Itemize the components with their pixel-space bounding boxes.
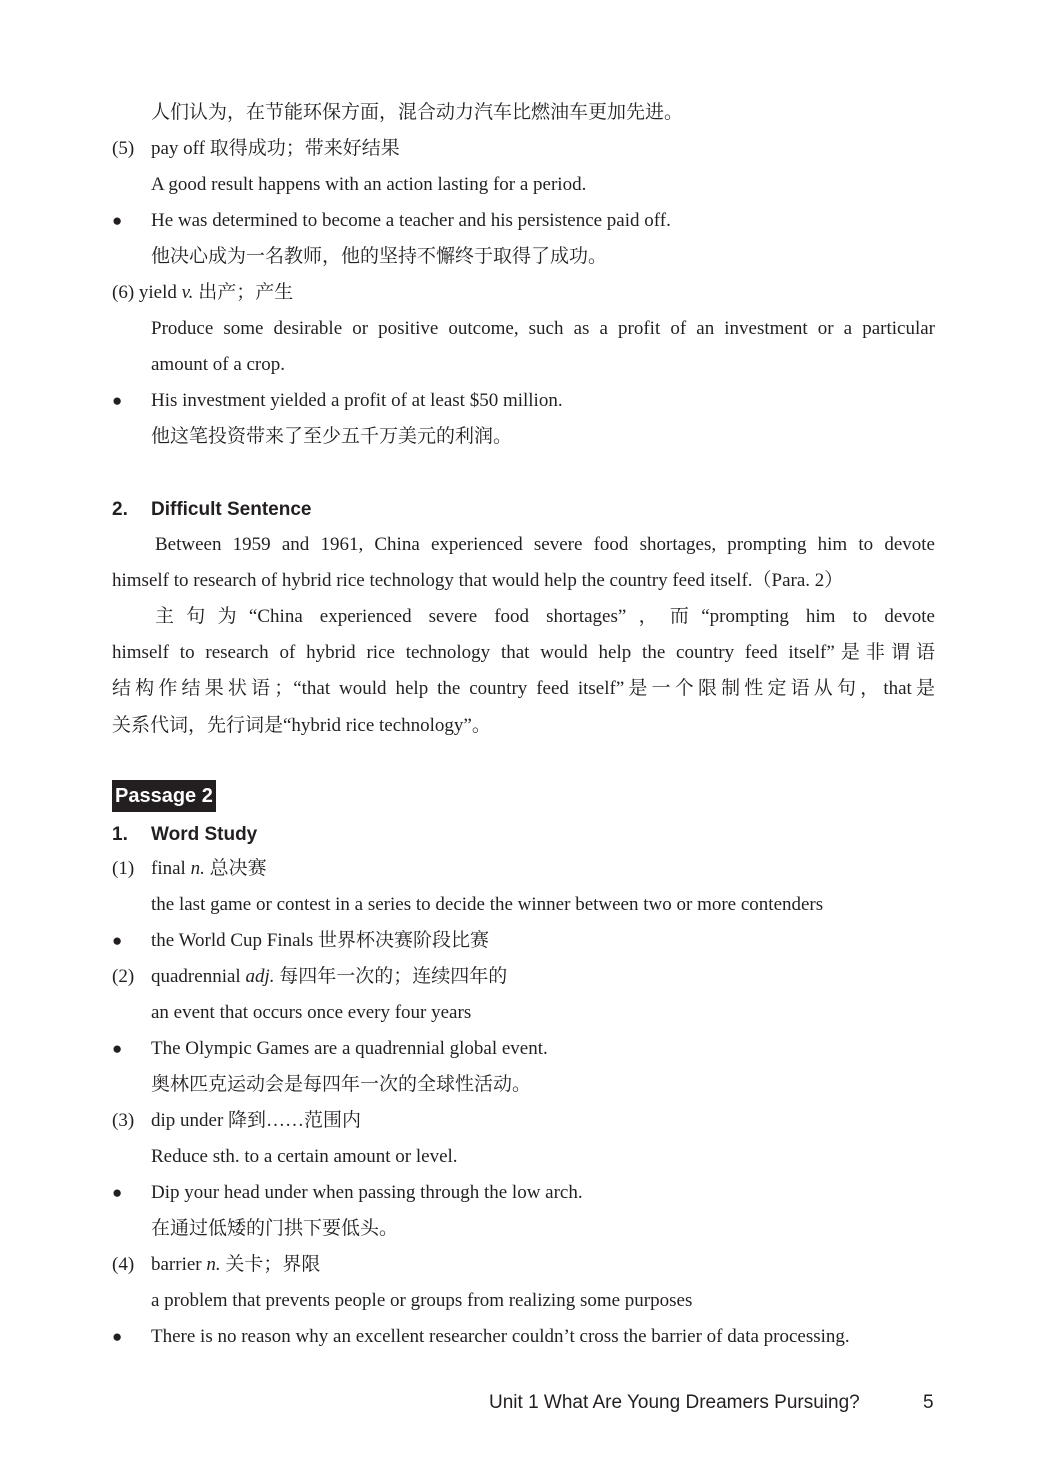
page-number: 5 bbox=[923, 1392, 934, 1413]
entry-number: (4) bbox=[112, 1254, 135, 1275]
entry-meaning: 总决赛 bbox=[204, 858, 267, 879]
entry-headword bbox=[112, 280, 293, 306]
analysis-text: 结构作结果状语；“that would help the country feed itself”是一个限制性定语从句，that是 bbox=[112, 678, 935, 699]
entry-meaning: 关卡；界限 bbox=[220, 1254, 321, 1275]
bullet-icon: ● bbox=[112, 391, 123, 410]
entry-definition: Reduce sth. to a certain amount or level. bbox=[151, 1146, 458, 1167]
entry-definition: an event that occurs once every four years bbox=[151, 1002, 472, 1023]
entry-number-word: (6) yield bbox=[112, 282, 182, 303]
section-heading: Word Study bbox=[151, 824, 258, 845]
entry-number: (5) bbox=[112, 138, 135, 159]
entry-number: (1) bbox=[112, 858, 135, 879]
entry-headword bbox=[151, 1252, 320, 1278]
example-translation: 他决心成为一名教师，他的坚持不懈终于取得了成功。 bbox=[151, 246, 608, 267]
entry-meaning: 每四年一次的；连续四年的 bbox=[274, 966, 508, 987]
example-sentence: He was determined to become a teacher and his persistence paid off. bbox=[151, 210, 671, 231]
example-sentence: His investment yielded a profit of at least $50 million. bbox=[151, 390, 563, 411]
headword: quadrennial bbox=[151, 966, 246, 987]
entry-meaning: 出产；产生 bbox=[193, 282, 294, 303]
example-translation: 奥林匹克运动会是每四年一次的全球性活动。 bbox=[151, 1074, 532, 1095]
passage-tag: Passage 2 bbox=[112, 780, 216, 812]
entry-headword: dip under 降到……范围内 bbox=[151, 1110, 362, 1131]
bullet-icon: ● bbox=[112, 1183, 123, 1202]
example-sentence: the World Cup Finals 世界杯决赛阶段比赛 bbox=[151, 930, 490, 951]
entry-number: (3) bbox=[112, 1110, 135, 1131]
entry-definition: a problem that prevents people or groups from realizing some purposes bbox=[151, 1290, 693, 1311]
entry-definition: A good result happens with an action lasting for a period. bbox=[151, 174, 587, 195]
difficult-sentence: Between 1959 and 1961, China experienced severe food shortages, prompting him to devote bbox=[155, 534, 935, 555]
entry-definition: the last game or contest in a series to decide the winner between two or more contenders bbox=[151, 894, 824, 915]
bullet-icon: ● bbox=[112, 1039, 123, 1058]
running-footer-title: Unit 1 What Are Young Dreamers Pursuing? bbox=[489, 1392, 860, 1413]
analysis-text: 关系代词，先行词是“hybrid rice technology”。 bbox=[112, 715, 491, 736]
section-heading: Difficult Sentence bbox=[151, 499, 312, 520]
entry-headword bbox=[151, 964, 507, 990]
section-number: 2. bbox=[112, 499, 128, 520]
entry-number: (2) bbox=[112, 966, 135, 987]
part-of-speech: v. bbox=[181, 282, 194, 303]
headword: final bbox=[151, 858, 191, 879]
entry-headword: pay off 取得成功；带来好结果 bbox=[151, 138, 400, 159]
part-of-speech: adj. bbox=[245, 966, 275, 987]
bullet-icon: ● bbox=[112, 211, 123, 230]
analysis-text: himself to research of hybrid rice technology that would help the country feed itself”是非谓语 bbox=[112, 642, 935, 663]
example-sentence: The Olympic Games are a quadrennial global event. bbox=[151, 1038, 548, 1059]
entry-headword bbox=[151, 856, 267, 882]
example-translation: 他这笔投资带来了至少五千万美元的利润。 bbox=[151, 426, 513, 447]
difficult-sentence-cont: himself to research of hybrid rice technology that would help the country feed itself.（Para. 2） bbox=[112, 570, 844, 591]
part-of-speech: n. bbox=[206, 1254, 221, 1275]
bullet-icon: ● bbox=[112, 931, 123, 950]
example-sentence: Dip your head under when passing through the low arch. bbox=[151, 1182, 583, 1203]
bullet-icon: ● bbox=[112, 1327, 123, 1346]
part-of-speech: n. bbox=[190, 858, 205, 879]
entry-definition-cont: amount of a crop. bbox=[151, 354, 286, 375]
example-translation: 人们认为，在节能环保方面，混合动力汽车比燃油车更加先进。 bbox=[151, 102, 684, 123]
section-number: 1. bbox=[112, 824, 128, 845]
example-translation: 在通过低矮的门拱下要低头。 bbox=[151, 1218, 399, 1239]
example-sentence: There is no reason why an excellent researcher couldn’t cross the barrier of data processing. bbox=[151, 1326, 850, 1347]
headword: barrier bbox=[151, 1254, 207, 1275]
entry-definition: Produce some desirable or positive outcome, such as a profit of an investment or a particular bbox=[151, 318, 935, 339]
analysis-text: 主句为“China experienced severe food shortages”，而“prompting him to devote bbox=[155, 606, 935, 627]
